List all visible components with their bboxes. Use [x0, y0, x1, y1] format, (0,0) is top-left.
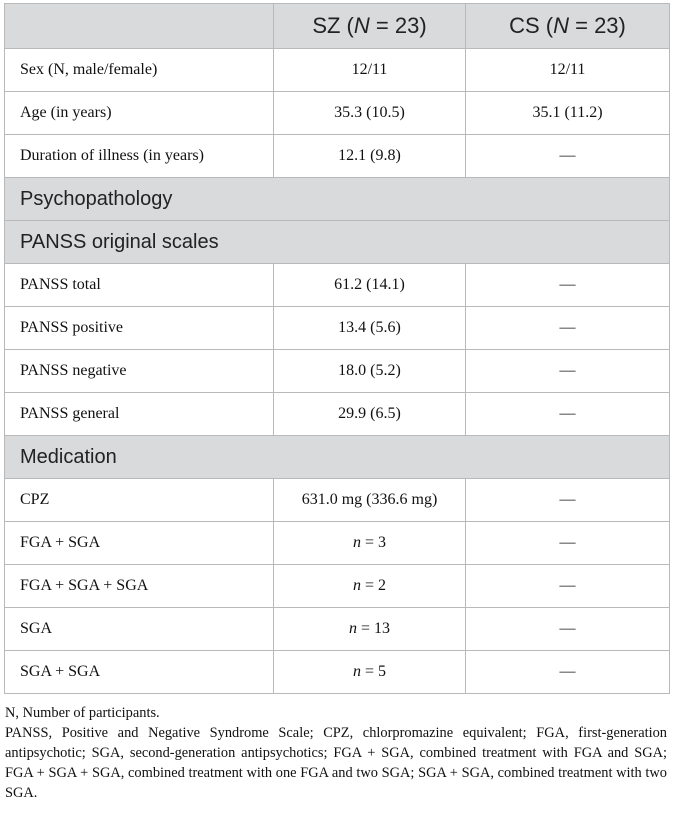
table-row	[5, 135, 670, 178]
row-label: Duration of illness (in years)	[5, 135, 274, 178]
sz-value: 12/11	[274, 49, 466, 92]
row-label: Sex (N, male/female)	[5, 49, 274, 92]
table-row	[5, 651, 670, 694]
section-title: Psychopathology	[5, 178, 670, 221]
header-sz-n: N	[353, 13, 370, 38]
cs-value: —	[466, 479, 670, 522]
row-label: PANSS total	[5, 264, 274, 307]
row-label: SGA	[5, 608, 274, 651]
row-label: SGA + SGA	[5, 651, 274, 694]
table-footnotes	[5, 703, 667, 803]
sz-value: 18.0 (5.2)	[274, 350, 466, 393]
table-row	[5, 49, 670, 92]
cs-value: —	[466, 522, 670, 565]
sz-value: 12.1 (9.8)	[274, 135, 466, 178]
header-empty	[5, 4, 274, 49]
cs-value: —	[466, 608, 670, 651]
cs-value: —	[466, 651, 670, 694]
row-label: FGA + SGA	[5, 522, 274, 565]
header-cs-n: N	[553, 13, 569, 38]
table-row	[5, 350, 670, 393]
row-label: PANSS general	[5, 393, 274, 436]
header-sz-prefix: SZ (	[312, 13, 354, 38]
row-label: FGA + SGA + SGA	[5, 565, 274, 608]
table-row	[5, 522, 670, 565]
section-row-medication	[5, 436, 670, 479]
sz-value: 61.2 (14.1)	[274, 264, 466, 307]
table-row	[5, 479, 670, 522]
sz-value: 29.9 (6.5)	[274, 393, 466, 436]
sz-value	[274, 565, 466, 608]
header-sz-suffix: = 23)	[369, 13, 427, 38]
sz-value	[274, 608, 466, 651]
sz-value: 13.4 (5.6)	[274, 307, 466, 350]
table-row	[5, 393, 670, 436]
demographics-table	[4, 3, 670, 694]
n-symbol: n	[352, 534, 361, 551]
sz-value	[274, 651, 466, 694]
section-row-panss	[5, 221, 670, 264]
sz-value	[274, 522, 466, 565]
cs-value: —	[466, 135, 670, 178]
n-symbol: n	[352, 663, 361, 680]
footnote-n: N, Number of participants.	[5, 705, 160, 721]
cs-value: —	[466, 264, 670, 307]
n-count: = 5	[360, 663, 387, 680]
section-row-psychopathology	[5, 178, 670, 221]
section-title: Medication	[5, 436, 670, 479]
n-count: = 2	[360, 577, 387, 594]
cs-value: —	[466, 307, 670, 350]
n-count: = 13	[356, 620, 391, 637]
table-row	[5, 608, 670, 651]
cs-value: —	[466, 350, 670, 393]
row-label: PANSS negative	[5, 350, 274, 393]
n-symbol: n	[348, 620, 357, 637]
cs-value: 35.1 (11.2)	[466, 92, 670, 135]
cs-value: —	[466, 393, 670, 436]
table-row	[5, 92, 670, 135]
header-cs	[466, 4, 670, 49]
cs-value: 12/11	[466, 49, 670, 92]
n-count: = 3	[360, 534, 387, 551]
n-symbol: n	[352, 577, 361, 594]
header-cs-suffix: = 23)	[569, 13, 626, 38]
table-row	[5, 307, 670, 350]
table-row	[5, 565, 670, 608]
table-row	[5, 264, 670, 307]
footnote-abbreviations: PANSS, Positive and Negative Syndrome Scale; CPZ, chlorpromazine equivalent; FGA, first-generation antipsychotic; SGA, second-generation antipsychotics; FGA + SGA, combined treatment with FGA and SGA; FGA + SGA + SGA, combined treatment with one FGA and two SGA; SGA + SGA, combined treatment with two SGA.	[5, 725, 667, 801]
cs-value: —	[466, 565, 670, 608]
header-row	[5, 4, 670, 49]
row-label: PANSS positive	[5, 307, 274, 350]
header-cs-prefix: CS (	[509, 13, 554, 38]
section-title: PANSS original scales	[5, 221, 670, 264]
row-label: Age (in years)	[5, 92, 274, 135]
row-label: CPZ	[5, 479, 274, 522]
header-sz	[274, 4, 466, 49]
sz-value: 35.3 (10.5)	[274, 92, 466, 135]
sz-value: 631.0 mg (336.6 mg)	[274, 479, 466, 522]
